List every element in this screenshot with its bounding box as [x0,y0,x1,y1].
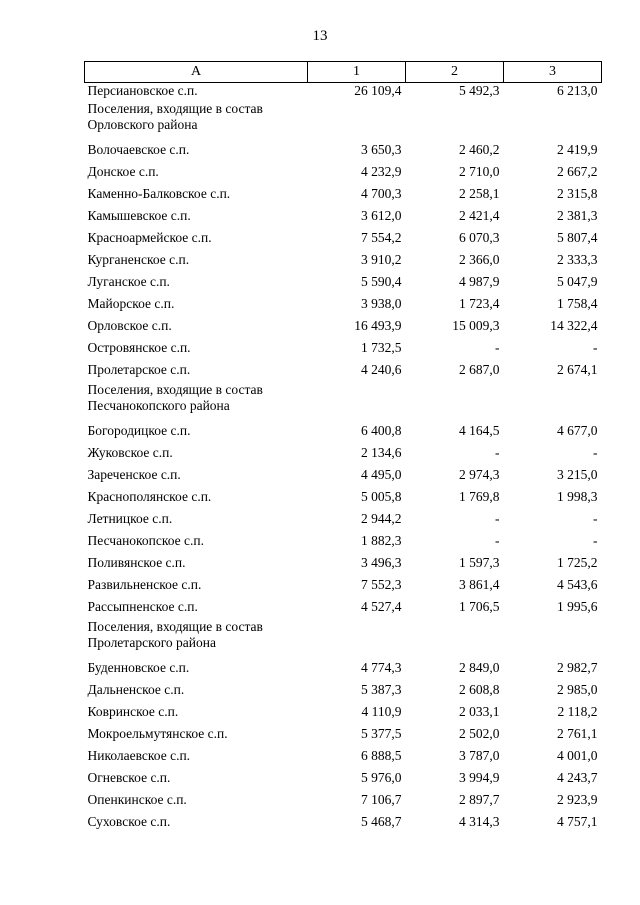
table-row [85,745,602,767]
settlement-name-cell: Огневское с.п. [87,770,171,785]
settlement-name-cell: Курганенское с.п. [87,252,190,267]
table-row [85,596,602,618]
value-col-1-cell: 26 109,4 [354,83,402,98]
table-row [85,767,602,789]
header-cell-1: 1 [308,62,406,83]
value-col-3-cell: 14 322,4 [550,318,598,333]
table-row [85,271,602,293]
group-heading-row [85,381,602,420]
value-col-1-cell: 4 232,9 [361,164,402,179]
settlement-name-cell: Николаевское с.п. [87,748,191,763]
value-col-2-cell: 5 492,3 [459,83,500,98]
table-row [85,161,602,183]
value-col-1-cell: 3 910,2 [361,252,402,267]
value-col-3-cell: 5 807,4 [557,230,598,245]
settlement-name-cell: Пролетарское с.п. [87,362,191,377]
value-col-2-cell: 4 164,5 [459,423,500,438]
value-col-3-cell: 2 761,1 [557,726,598,741]
settlement-name-cell: Жуковское с.п. [87,445,173,460]
value-col-1-cell: 3 496,3 [361,555,402,570]
value-col-2-cell: 2 687,0 [459,362,500,377]
value-col-3-cell: 1 995,6 [557,599,598,614]
value-col-3-cell: 1 998,3 [557,489,598,504]
settlement-name-cell: Волочаевское с.п. [87,142,190,157]
settlement-name-cell: Красноармейское с.п. [87,230,212,245]
value-col-1-cell: 5 976,0 [361,770,402,785]
value-col-3-cell: 3 215,0 [557,467,598,482]
value-col-3-cell: 2 315,8 [557,186,598,201]
settlement-name-cell: Поселения, входящие в состав Пролетарского района [87,619,263,650]
value-col-2-cell: 3 861,4 [459,577,500,592]
value-col-1-cell: 4 700,3 [361,186,402,201]
table-row [85,293,602,315]
table-row [85,679,602,701]
table-row [85,464,602,486]
settlement-name-cell: Зареченское с.п. [87,467,181,482]
value-col-2-cell: 1 769,8 [459,489,500,504]
value-col-1-cell: 4 110,9 [361,704,402,719]
value-col-3-cell: 2 419,9 [557,142,598,157]
value-col-3-cell: 2 118,2 [557,704,598,719]
value-col-3-cell: - [593,445,598,460]
settlement-name-cell: Поселения, входящие в состав Орловского района [87,101,263,132]
value-col-3-cell: 4 243,7 [557,770,598,785]
value-col-1-cell: 4 527,4 [361,599,402,614]
value-col-3-cell: 2 985,0 [557,682,598,697]
settlement-name-cell: Опенкинское с.п. [87,792,187,807]
group-heading-row [85,618,602,657]
value-col-1-cell: 5 005,8 [361,489,402,504]
value-col-3-cell: 2 923,9 [557,792,598,807]
settlement-name-cell: Развильненское с.п. [87,577,202,592]
value-col-3-cell: - [593,511,598,526]
value-col-2-cell: 2 421,4 [459,208,500,223]
value-col-2-cell: 3 787,0 [459,748,500,763]
value-col-2-cell: - [495,511,500,526]
value-col-3-cell: 2 982,7 [557,660,598,675]
value-col-3-cell: 2 667,2 [557,164,598,179]
value-col-2-cell: 2 974,3 [459,467,500,482]
value-col-2-cell: - [495,445,500,460]
value-col-3-cell: 2 381,3 [557,208,598,223]
table-row [85,701,602,723]
settlement-name-cell: Летницкое с.п. [87,511,173,526]
value-col-3-cell: 2 333,3 [557,252,598,267]
table-row [85,205,602,227]
value-col-3-cell: 4 001,0 [557,748,598,763]
table-row [85,574,602,596]
table-row [85,139,602,161]
value-col-1-cell: 4 240,6 [361,362,402,377]
table-row [85,657,602,679]
value-col-2-cell: 15 009,3 [452,318,500,333]
value-col-1-cell [308,381,406,420]
settlement-name-cell: Камышевское с.п. [87,208,191,223]
value-col-2-cell: 4 314,3 [459,814,500,829]
value-col-1-cell: 4 495,0 [361,467,402,482]
table-row [85,723,602,745]
settlement-name-cell: Богородицкое с.п. [87,423,191,438]
value-col-1-cell: 6 888,5 [361,748,402,763]
value-col-3-cell [504,618,602,657]
settlement-name-cell: Каменно-Балковское с.п. [87,186,231,201]
value-col-1-cell [308,100,406,139]
value-col-2-cell: 1 706,5 [459,599,500,614]
settlement-name-cell: Суховское с.п. [87,814,171,829]
table-row [85,183,602,205]
value-col-3-cell [504,381,602,420]
value-col-1-cell: 7 552,3 [361,577,402,592]
value-col-1-cell: 16 493,9 [354,318,402,333]
table-row [85,83,602,101]
table-row [85,530,602,552]
value-col-2-cell: 2 608,8 [459,682,500,697]
value-col-1-cell: 3 650,3 [361,142,402,157]
value-col-1-cell [308,618,406,657]
settlement-name-cell: Донское с.п. [87,164,159,179]
value-col-2-cell [406,100,504,139]
table-body [85,83,602,834]
value-col-3-cell: 1 725,2 [557,555,598,570]
settlement-name-cell: Поливянское с.п. [87,555,186,570]
table-row [85,486,602,508]
value-col-2-cell: 6 070,3 [459,230,500,245]
value-col-1-cell: 2 134,6 [361,445,402,460]
value-col-3-cell: - [593,340,598,355]
settlements-table [84,61,602,833]
settlement-name-cell: Персиановское с.п. [87,83,198,98]
table-row [85,227,602,249]
value-col-3-cell: 4 677,0 [557,423,598,438]
value-col-2-cell: 3 994,9 [459,770,500,785]
page-number: 13 [312,28,328,44]
value-col-3-cell: 2 674,1 [557,362,598,377]
group-heading-row [85,100,602,139]
header-cell-2: 2 [406,62,504,83]
value-col-2-cell: 2 258,1 [459,186,500,201]
table-row [85,315,602,337]
value-col-2-cell: 2 502,0 [459,726,500,741]
settlement-name-cell: Поселения, входящие в состав Песчанокопского района [87,382,263,413]
value-col-1-cell: 1 732,5 [361,340,402,355]
table-row [85,337,602,359]
table-row [85,811,602,833]
table-row [85,552,602,574]
table-header [85,62,602,83]
settlement-name-cell: Ковринское с.п. [87,704,179,719]
settlement-name-cell: Орловское с.п. [87,318,172,333]
header-cell-a: А [85,62,308,83]
value-col-1-cell: 2 944,2 [361,511,402,526]
table-row [85,508,602,530]
value-col-2-cell: 2 710,0 [459,164,500,179]
settlement-name-cell: Рассыпненское с.п. [87,599,198,614]
value-col-2-cell: - [495,533,500,548]
value-col-1-cell: 1 882,3 [361,533,402,548]
value-col-1-cell: 5 590,4 [361,274,402,289]
table-row [85,789,602,811]
value-col-1-cell: 5 387,3 [361,682,402,697]
value-col-1-cell: 3 612,0 [361,208,402,223]
value-col-2-cell: 4 987,9 [459,274,500,289]
settlement-name-cell: Луганское с.п. [87,274,170,289]
table-row [85,249,602,271]
value-col-1-cell: 5 468,7 [361,814,402,829]
value-col-1-cell: 3 938,0 [361,296,402,311]
value-col-2-cell: 1 723,4 [459,296,500,311]
value-col-3-cell: 4 543,6 [557,577,598,592]
value-col-2-cell: 1 597,3 [459,555,500,570]
settlement-name-cell: Краснополянское с.п. [87,489,212,504]
value-col-2-cell: - [495,340,500,355]
value-col-3-cell: - [593,533,598,548]
value-col-1-cell: 6 400,8 [361,423,402,438]
value-col-3-cell: 6 213,0 [557,83,598,98]
value-col-2-cell: 2 897,7 [459,792,500,807]
header-row [85,62,602,83]
value-col-2-cell [406,618,504,657]
settlement-name-cell: Дальненское с.п. [87,682,185,697]
value-col-3-cell [504,100,602,139]
header-cell-3: 3 [504,62,602,83]
settlement-name-cell: Мокроельмутянское с.п. [87,726,228,741]
table-row [85,359,602,381]
value-col-1-cell: 7 554,2 [361,230,402,245]
value-col-2-cell: 2 366,0 [459,252,500,267]
value-col-2-cell: 2 849,0 [459,660,500,675]
value-col-2-cell: 2 033,1 [459,704,500,719]
value-col-3-cell: 4 757,1 [557,814,598,829]
settlement-name-cell: Буденновское с.п. [87,660,190,675]
value-col-3-cell: 5 047,9 [557,274,598,289]
value-col-2-cell [406,381,504,420]
settlement-name-cell: Майорское с.п. [87,296,175,311]
table-row [85,420,602,442]
value-col-1-cell: 7 106,7 [361,792,402,807]
table-row [85,442,602,464]
value-col-1-cell: 5 377,5 [361,726,402,741]
value-col-1-cell: 4 774,3 [361,660,402,675]
value-col-3-cell: 1 758,4 [557,296,598,311]
settlement-name-cell: Песчанокопское с.п. [87,533,205,548]
value-col-2-cell: 2 460,2 [459,142,500,157]
settlement-name-cell: Островянское с.п. [87,340,191,355]
